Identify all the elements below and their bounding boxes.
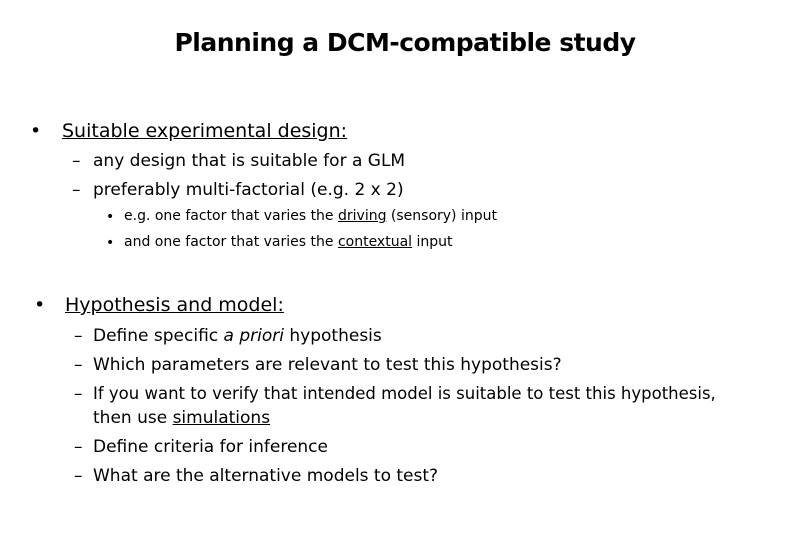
sub-item-underlined: contextual [337, 234, 413, 250]
list-item-continuation [93, 408, 270, 428]
sub-item-text: input [412, 234, 453, 250]
sub-item-text: e.g. one factor that varies the [124, 208, 338, 224]
dash-marker: – [72, 151, 81, 171]
sub-item-text: (sensory) input [386, 208, 497, 224]
list-item: any design that is suitable for a GLM [93, 151, 406, 171]
bullet-marker: • [106, 235, 115, 251]
slide-title: Planning a DCM-compatible study [174, 28, 636, 57]
bullet-marker: • [30, 120, 42, 142]
list-item: If you want to verify that intended model is suitable to test this hypothesis, [93, 384, 716, 403]
sub-list-item [124, 234, 453, 250]
item-italic: a priori [223, 326, 284, 346]
dash-marker: – [74, 355, 83, 375]
item-text: hypothesis [283, 326, 382, 346]
section-heading-text: Suitable experimental design: [62, 120, 348, 142]
dash-marker: – [74, 437, 83, 457]
bullet-marker: • [34, 294, 46, 316]
list-item: preferably multi-factorial (e.g. 2 x 2) [93, 180, 404, 200]
sub-item-text: and one factor that varies the [124, 234, 338, 250]
list-item: What are the alternative models to test? [93, 466, 439, 486]
bullet-marker: • [106, 209, 115, 225]
list-item: Define criteria for inference [93, 437, 328, 457]
section-heading-hypothesis [65, 294, 284, 316]
sub-item-underlined: driving [338, 208, 387, 224]
list-item: Which parameters are relevant to test this hypothesis? [93, 355, 562, 375]
list-item [93, 326, 382, 346]
item-text: Define specific [93, 326, 224, 346]
dash-marker: – [72, 180, 81, 200]
section-heading-design [62, 120, 347, 142]
section-heading-text: Hypothesis and model: [65, 294, 284, 316]
dash-marker: – [74, 466, 83, 486]
item-text: then use [93, 408, 173, 428]
dash-marker: – [74, 326, 83, 346]
item-underlined: simulations [172, 408, 271, 428]
sub-list-item [124, 208, 497, 224]
dash-marker: – [74, 384, 83, 404]
